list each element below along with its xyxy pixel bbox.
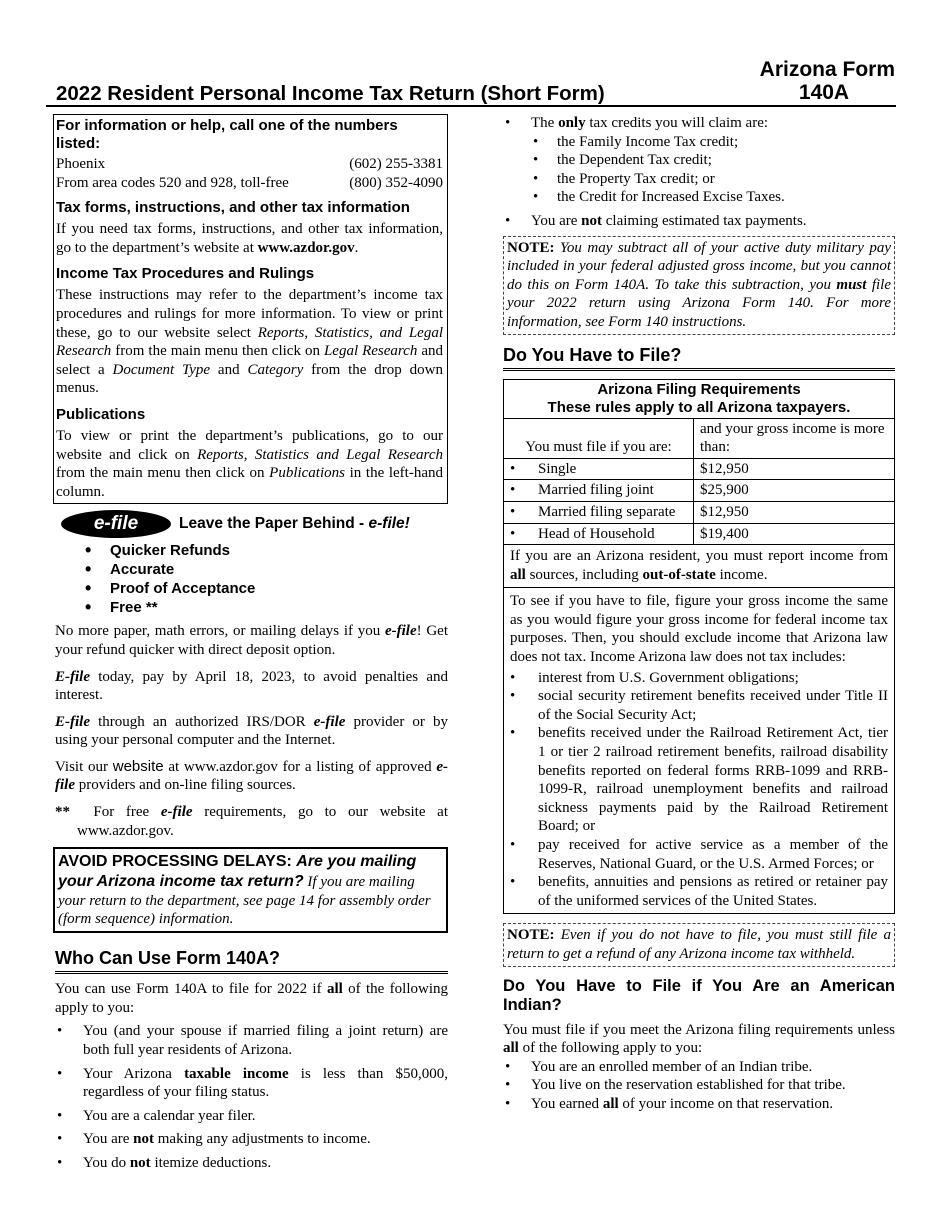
table-row: • Head of Household $19,400 [504,523,895,545]
list-item: • Proof of Acceptance [55,579,448,598]
table-title: Arizona Filing Requirements These rules apply to all Arizona taxpayers. [504,379,895,418]
military-note [503,236,895,335]
table-row: • Single $12,950 [504,458,895,480]
efile-banner [55,510,448,538]
help-info-box [53,114,448,504]
publications-heading: Publications [56,405,146,423]
eligibility-list [503,114,895,133]
list-item: • the Credit for Increased Excise Taxes. [503,188,895,207]
list-item: • social security retirement benefits received under Title II of the Social Security Act; [510,687,888,724]
efile-para: Visit our website at www.azdor.gov for a listing of approved e-file providers and on-line filing sources. [55,757,448,794]
list-item: • You are not making any adjustments to income. [55,1130,448,1149]
avoid-text: If you are mailing your return to the department, see page 14 for assembly order (form sequence) information. [58,874,431,928]
website-link[interactable]: www.azdor.gov [257,239,355,256]
list-item: • You do not itemize deductions. [55,1154,448,1173]
figure-income-text: To see if you have to file, figure your gross income the same as you would figure your gross income for federal income tax purposes. Then, you should exclude income that Arizona law does not tax. Income Arizona law does not tax includes: [510,593,888,666]
filing-requirements-table [503,379,895,915]
page-title: 2022 Resident Personal Income Tax Return (Short Form) [56,82,605,105]
who-intro: You can use Form 140A to file for 2022 if all of the following apply to you: [55,981,448,1016]
american-indian-list [503,1058,895,1114]
list-item: • You are an enrolled member of an Indian tribe. [503,1058,895,1077]
efile-para: E-file today, pay by April 18, 2023, to avoid penalties and interest. [55,668,448,704]
list-item: • the Family Income Tax credit; [503,133,895,152]
table-row: • Married filing separate $12,950 [504,501,895,523]
refund-note [503,923,895,966]
procedures-heading: Income Tax Procedures and Rulings [56,265,315,283]
list-item: • Free ** [55,598,448,617]
efile-para: E-file through an authorized IRS/DOR e-file provider or by using your personal computer and the Internet. [55,713,448,749]
help-row [56,174,443,193]
list-item: • the Property Tax credit; or [503,170,895,189]
list-item: • benefits received under the Railroad Retirement Act, tier 1 or tier 2 railroad retirement benefits, railroad disability benefits reported on federal forms RRB-1099 and RRB-1099-R, railroad unemployment benefits and railroad sickness payments paid by the Railroad Retirement Board; or [510,724,888,836]
efile-tagline: Leave the Paper Behind - e-file! [179,515,410,533]
who-can-use-heading: Who Can Use Form 140A? [55,948,448,974]
resident-text: If you are an Arizona resident, you must report income from all sources, including out-of-state income. [504,545,895,588]
american-indian-intro: You must file if you meet the Arizona filing requirements unless all of the following apply to you: [503,1021,895,1057]
tax-forms-heading: Tax forms, instructions, and other tax information [56,199,410,217]
american-indian-heading: Do You Have to File if You Are an American Indian? [503,976,895,1014]
procedures-text: These instructions may refer to the department’s income tax procedures and rulings for more information. To view or print these, go to our website select Reports, Statistics, and Legal Research from the main menu then click on Legal Research and select a Document Type and Category from the drop down menus. [56,287,444,397]
list-item: • You (and your spouse if married filing a joint return) are both full year residents of Arizona. [55,1022,448,1059]
help-row-label: Phoenix [56,156,106,172]
list-item: • pay received for active service as a member of the Reserves, National Guard, or the U.S. Armed Forces; or [510,836,888,873]
help-row [56,155,443,174]
left-column [55,114,448,1173]
publications-text: To view or print the department’s publications, go to our website and click on Reports, Statistics and Legal Research from the main menu then click on Publications in the left-hand column. [56,427,443,500]
credits-list [503,133,895,207]
avoid-delays-box [53,847,448,933]
list-item: • benefits, annuities and pensions as retired or retainer pay of the uniformed services of the United States. [510,873,888,910]
list-item: • the Dependent Tax credit; [503,151,895,170]
list-item: • You are not claiming estimated tax payments. [503,212,895,231]
column-header: You must file if you are: [504,418,694,458]
help-row-number: (800) 352-4090 [349,174,443,191]
military-note-text: NOTE: You may subtract all of your active duty military pay included in your federal adjusted gross income, but you cannot do this on Form 140A. To take this subtraction, you must file your 2022 return using Arizona Form 140. For more information, see Form 140 instructions. [507,239,891,330]
tax-forms-text: If you need tax forms, instructions, and other tax information, go to the department’s website at www.azdor.gov. [56,221,443,256]
efile-footnote: ** For free e-file requirements, go to our website at www.azdor.gov. [55,804,448,839]
list-item: • You are a calendar year filer. [55,1107,448,1126]
table-header-row [504,418,895,458]
list-item: • You earned all of your income on that reservation. [503,1095,895,1114]
eligibility-list [503,212,895,231]
do-you-file-heading: Do You Have to File? [503,345,895,371]
list-item: • Your Arizona taxable income is less than $50,000, regardless of your filing status. [55,1065,448,1102]
form-label: Arizona Form [759,58,895,81]
who-list [55,1022,448,1172]
efile-para: No more paper, math errors, or mailing delays if you e-file! Get your refund quicker with direct deposit option. [55,623,448,658]
help-heading: For information or help, call one of the numbers listed: [56,117,398,152]
form-number [745,58,895,104]
right-column [503,114,895,1114]
list-item: • The only tax credits you will claim are: [503,114,895,133]
figure-income-cell [504,588,895,914]
list-item: • You live on the reservation established for that tribe. [503,1076,895,1095]
form-id: 140A [798,81,850,104]
help-row-number: (602) 255-3381 [349,156,443,172]
avoid-question: Are you mailing your Arizona income tax return? [58,853,417,891]
avoid-label: AVOID PROCESSING DELAYS: [58,853,297,871]
refund-note-text: NOTE: Even if you do not have to file, you must still file a return to get a refund of any Arizona income tax withheld. [507,927,891,962]
efile-logo: e-file [61,510,171,538]
list-item: • interest from U.S. Government obligations; [510,669,888,688]
column-header: and your gross income is more than: [694,418,895,458]
header-rule [46,105,896,107]
table-row: • Married filing joint $25,900 [504,480,895,502]
list-item: • Accurate [55,560,448,579]
exclusions-list [510,669,888,911]
list-item: • Quicker Refunds [55,541,448,560]
help-row-label: From area codes 520 and 928, toll-free [56,174,289,191]
efile-benefits [55,541,448,617]
